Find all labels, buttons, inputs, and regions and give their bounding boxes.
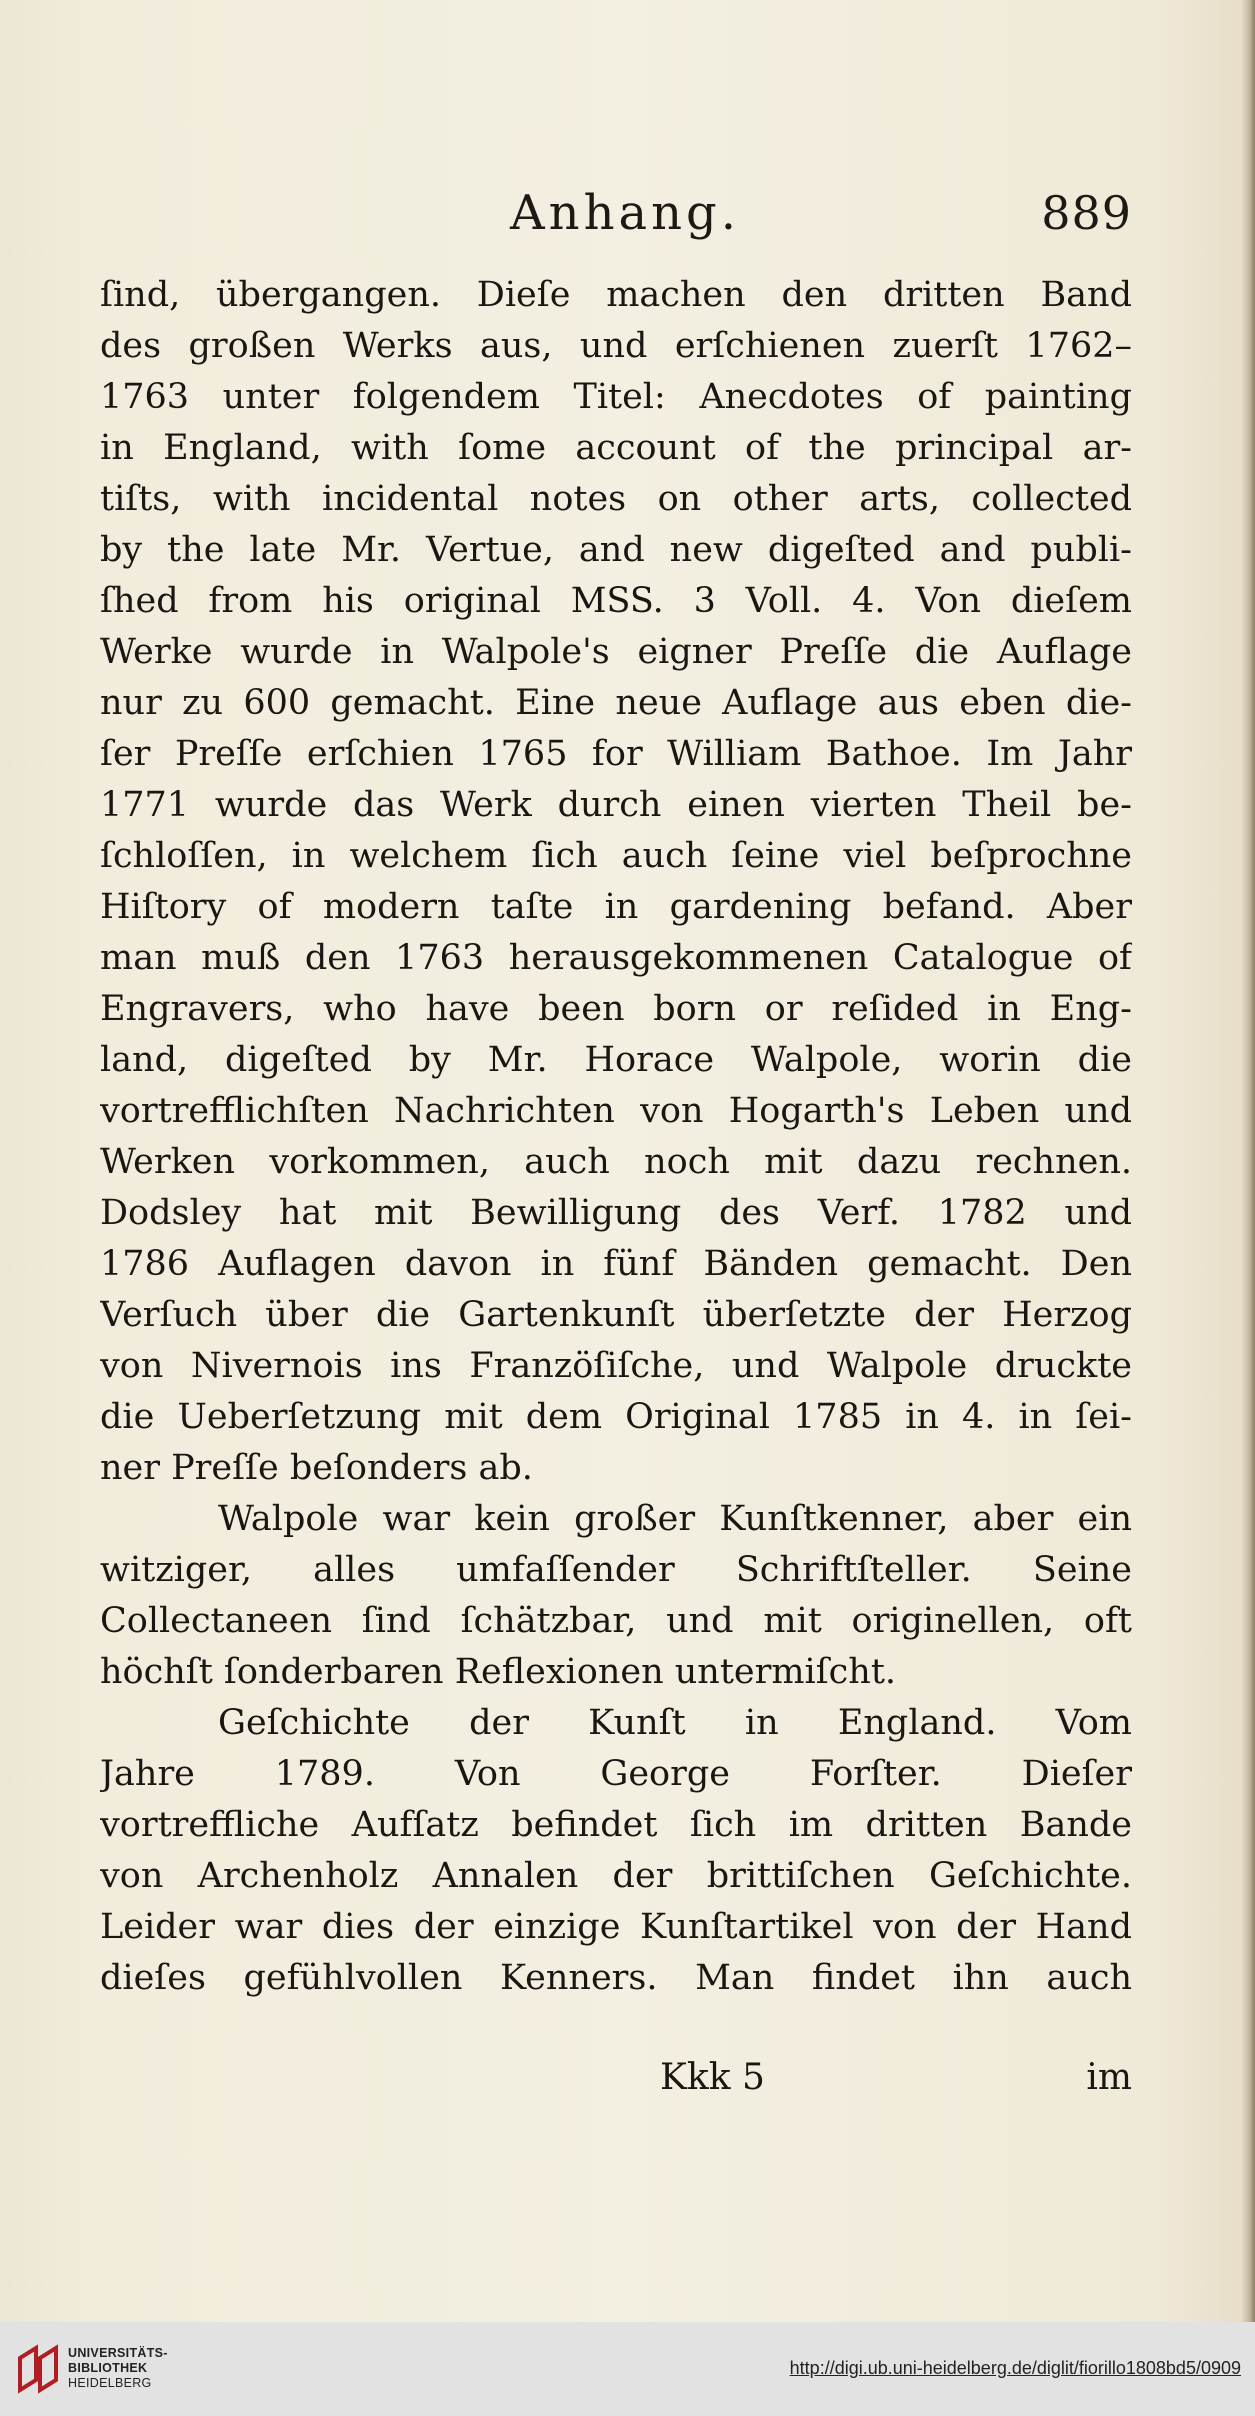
text-line: 1771 wurde das Werk durch einen vierten Theil be- (100, 785, 1132, 825)
gutter-shadow (1241, 0, 1255, 2322)
page-number: 889 (1041, 186, 1132, 240)
text-line: 1786 Auflagen davon in fünf Bänden gemacht. Den (100, 1244, 1132, 1284)
text-line: man muß den 1763 herausgekommenen Catalogue of (100, 938, 1132, 978)
text-line: Werken vorkommen, auch noch mit dazu rechnen. (100, 1142, 1132, 1182)
text-line: Collectaneen ſind ſchätzbar, und mit originellen, oft (100, 1601, 1132, 1641)
library-name-line: UNIVERSITÄTS- (68, 2346, 168, 2360)
running-title: Anhang. (510, 185, 741, 241)
text-line: witziger, alles umfaſſender Schriftſteller. Seine (100, 1550, 1132, 1590)
text-line: dieſes gefühlvollen Kenners. Man findet ihn auch (100, 1958, 1132, 1998)
library-name-line: HEIDELBERG (68, 2376, 152, 2390)
text-line: ſind, übergangen. Dieſe machen den dritten Band (100, 275, 1132, 315)
text-line: Leider war dies der einzige Kunſtartikel von der Hand (100, 1907, 1132, 1947)
text-line: Dodsley hat mit Bewilligung des Verf. 1782 und (100, 1193, 1132, 1233)
library-name (68, 2346, 168, 2391)
text-line: ſer Preſſe erſchien 1765 for William Bathoe. Im Jahr (100, 734, 1132, 774)
text-line: 1763 unter folgendem Titel: Anecdotes of painting (100, 377, 1132, 417)
text-line: Hiſtory of modern taſte in gardening befand. Aber (100, 887, 1132, 927)
text-line: vortrefflichſten Nachrichten von Hogarth's Leben und (100, 1091, 1132, 1131)
catchword: im (1086, 2057, 1132, 2098)
page-foot (100, 2050, 1132, 2106)
text-line: Jahre 1789. Von George Forſter. Dieſer (100, 1754, 1132, 1794)
text-line: in England, with ſome account of the principal ar- (100, 428, 1132, 468)
text-line: Engravers, who have been born or reſided in Eng- (100, 989, 1132, 1029)
text-line: Geſchichte der Kunſt in England. Vom (218, 1703, 1132, 1743)
text-line: Walpole war kein großer Kunſtkenner, aber ein (218, 1499, 1132, 1539)
text-line: by the late Mr. Vertue, and new digeſted and publi- (100, 530, 1132, 570)
body-text (100, 270, 1132, 2004)
text-line: ner Preſſe beſonders ab. (100, 1448, 533, 1488)
text-line: nur zu 600 gemacht. Eine neue Auflage aus eben die- (100, 683, 1132, 723)
text-line: ſchloſſen, in welchem ſich auch ſeine viel beſprochne (100, 836, 1132, 876)
running-head (100, 178, 1132, 248)
signature-mark: Kkk 5 (660, 2057, 765, 2098)
text-line: von Archenholz Annalen der brittiſchen Geſchichte. (100, 1856, 1132, 1896)
text-line: Verſuch über die Gartenkunſt überſetzte der Herzog (100, 1295, 1132, 1335)
library-name-line: BIBLIOTHEK (68, 2361, 148, 2375)
permalink[interactable]: http://digi.ub.uni-heidelberg.de/diglit/fiorillo1808bd5/0909 (789, 2358, 1241, 2378)
text-line: tiſts, with incidental notes on other arts, collected (100, 479, 1132, 519)
text-line: vortreffliche Aufſatz befindet ſich im dritten Bande (100, 1805, 1132, 1845)
text-line: land, digeſted by Mr. Horace Walpole, worin die (100, 1040, 1132, 1080)
text-line: des großen Werks aus, und erſchienen zuerſt 1762– (100, 326, 1132, 366)
library-logo-icon (16, 2344, 62, 2394)
text-line: die Ueberſetzung mit dem Original 1785 in 4. in ſei- (100, 1397, 1132, 1437)
text-line: höchſt ſonderbaren Reflexionen untermiſcht. (100, 1652, 897, 1692)
viewer-footer (0, 2322, 1255, 2416)
text-line: ſhed from his original MSS. 3 Voll. 4. Von dieſem (100, 581, 1132, 621)
text-line: von Nivernois ins Franzöſiſche, und Walpole druckte (100, 1346, 1132, 1386)
text-line: Werke wurde in Walpole's eigner Preſſe die Auflage (100, 632, 1132, 672)
